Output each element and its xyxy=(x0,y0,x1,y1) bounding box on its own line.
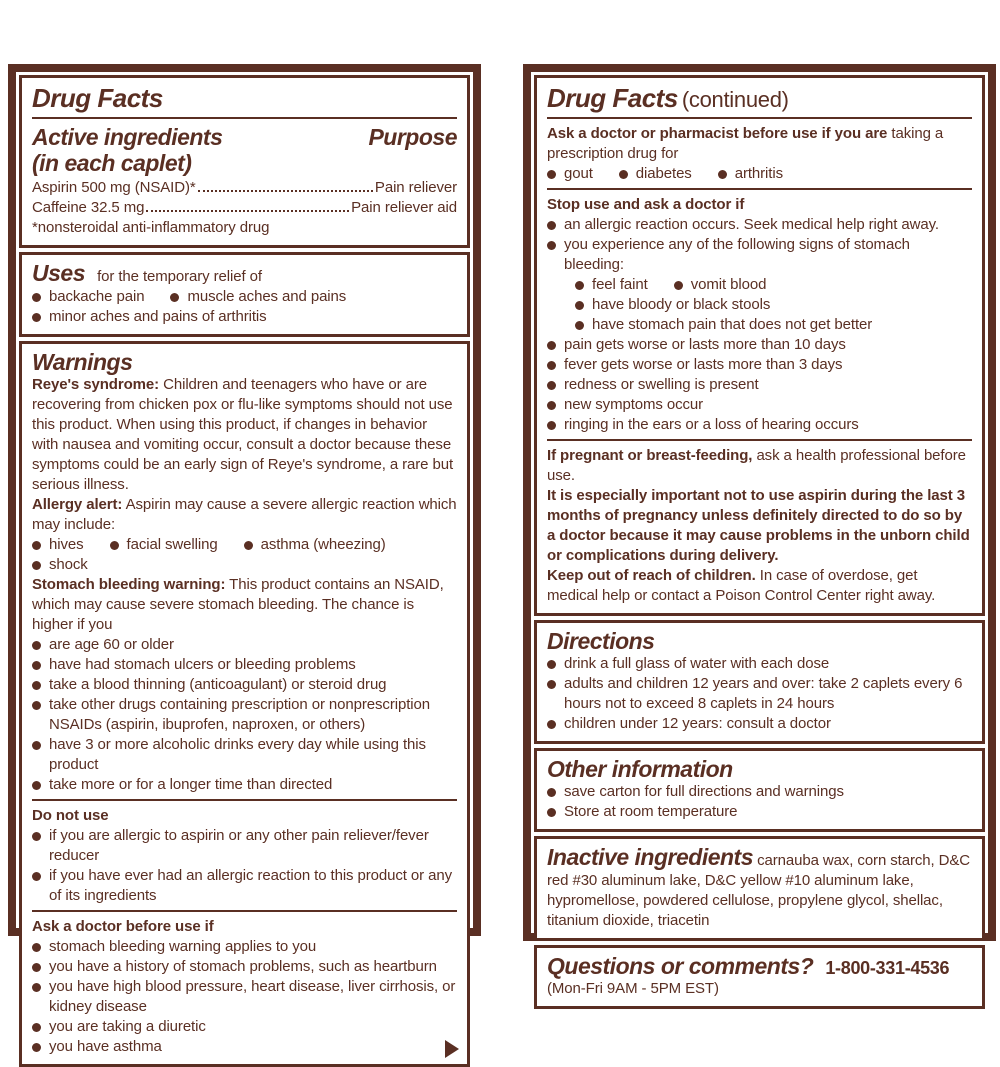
list-item-label: adults and children 12 years and over: take 2 caplets every 6 hours not to exceed 8 caplets in 24 hours xyxy=(564,675,963,712)
bullet-icon xyxy=(547,361,556,370)
inactive-ingredients-text: carnauba wax, corn starch, D&C red #30 aluminum lake, D&C yellow #10 aluminum lake, hypromellose, powdered cellulose, propylene glycol, shellac, titanium dioxide, triacetin xyxy=(547,852,971,929)
phone-number: 1-800-331-4536 xyxy=(825,958,950,978)
ingredient-name: Aspirin 500 mg (NSAID)* xyxy=(32,179,196,196)
list-item xyxy=(32,957,457,977)
bullet-icon xyxy=(32,293,41,302)
uses-bullet-row xyxy=(32,287,457,307)
drug-facts-continued-title xyxy=(547,83,972,113)
list-item xyxy=(244,535,386,555)
list-item-label: ringing in the ears or a loss of hearing occurs xyxy=(564,416,859,433)
stomach-text: This product contains an NSAID, which may cause severe stomach bleeding. The chance is higher if you xyxy=(32,576,444,633)
list-item-label: pain gets worse or lasts more than 10 days xyxy=(564,336,846,353)
list-item xyxy=(547,802,972,822)
active-ingredients-header xyxy=(32,124,457,176)
list-item-label: take more or for a longer time than directed xyxy=(49,776,333,793)
list-item xyxy=(32,775,457,795)
bullet-icon xyxy=(547,720,556,729)
list-item xyxy=(32,555,88,575)
list-item xyxy=(32,287,144,307)
uses-intro: for the temporary relief of xyxy=(97,268,262,285)
bullet-icon xyxy=(244,541,253,550)
allergy-text: Aspirin may cause a severe allergic reaction which may include: xyxy=(32,496,457,533)
list-item-label: if you are allergic to aspirin or any other pain reliever/fever reducer xyxy=(49,827,429,864)
list-item xyxy=(32,307,457,327)
list-item xyxy=(674,275,767,295)
questions-heading: Questions or comments? xyxy=(547,953,814,979)
bullet-icon xyxy=(32,701,41,710)
list-item-label: feel faint xyxy=(592,276,648,293)
list-item-label: minor aches and pains of arthritis xyxy=(49,308,267,325)
nsaid-footnote: *nonsteroidal anti-inflammatory drug xyxy=(32,219,270,236)
bullet-icon xyxy=(32,963,41,972)
bullet-icon xyxy=(547,381,556,390)
ingredient-purpose: Pain reliever xyxy=(374,179,457,196)
list-item-label: children under 12 years: consult a doctor xyxy=(564,715,831,732)
list-item xyxy=(32,826,457,866)
bullet-icon xyxy=(547,788,556,797)
bullet-icon xyxy=(575,301,584,310)
list-item xyxy=(547,654,972,674)
bullet-icon xyxy=(32,681,41,690)
list-item xyxy=(547,375,972,395)
continued-label: (continued) xyxy=(681,87,789,112)
inactive-ingredients xyxy=(547,844,972,931)
active-ingredients-heading xyxy=(32,124,222,176)
bullet-icon xyxy=(32,561,41,570)
bullet-icon xyxy=(547,401,556,410)
bullet-icon xyxy=(110,541,119,550)
list-item-label: you experience any of the following signs of stomach bleeding: xyxy=(564,236,910,273)
list-item xyxy=(32,866,457,906)
divider xyxy=(547,117,972,119)
list-item-label: if you have ever had an allergic reaction to this product or any of its ingredients xyxy=(49,867,453,904)
continued-warnings-box xyxy=(534,75,985,616)
list-item xyxy=(32,977,457,1017)
uses-header xyxy=(32,260,457,287)
stop-use-heading: Stop use and ask a doctor if xyxy=(547,196,745,213)
bullet-icon xyxy=(547,221,556,230)
list-item xyxy=(547,164,593,184)
keep-out-label: Keep out of reach of children. xyxy=(547,567,756,584)
list-item xyxy=(718,164,783,184)
bullet-icon xyxy=(575,281,584,290)
list-item-label: facial swelling xyxy=(126,536,218,553)
dotted-leader xyxy=(146,210,349,212)
inactive-ingredients-heading: Inactive ingredients xyxy=(547,844,754,870)
do-not-use-heading: Do not use xyxy=(32,807,109,824)
list-item xyxy=(32,635,457,655)
list-item-label: have had stomach ulcers or bleeding problems xyxy=(49,656,356,673)
divider xyxy=(32,799,457,801)
bullet-icon xyxy=(32,983,41,992)
list-item xyxy=(32,937,457,957)
list-item xyxy=(575,275,648,295)
list-item-label: have 3 or more alcoholic drinks every day while using this product xyxy=(49,736,426,773)
pharmacist-text: taking a prescription drug for xyxy=(547,125,944,162)
list-item xyxy=(547,714,972,734)
ingredient-row xyxy=(32,198,457,218)
divider xyxy=(547,439,972,441)
drug-facts-title: Drug Facts xyxy=(32,83,163,113)
allergy-bullet-row xyxy=(32,535,457,575)
bullet-icon xyxy=(575,321,584,330)
list-item xyxy=(547,415,972,435)
list-item-label: take other drugs containing prescription or nonprescription NSAIDs (aspirin, ibuprofen, naproxen, or others) xyxy=(49,696,430,733)
ask-doctor-heading: Ask a doctor before use if xyxy=(32,918,214,935)
bullet-icon xyxy=(547,680,556,689)
list-item xyxy=(547,395,972,415)
drug-facts-title: Drug Facts xyxy=(547,83,678,113)
stomach-bleeding-warning xyxy=(32,575,457,635)
ingredient-purpose: Pain reliever aid xyxy=(351,199,457,216)
list-item xyxy=(575,295,770,315)
uses-heading: Uses xyxy=(32,260,85,286)
list-item-label: drink a full glass of water with each dose xyxy=(564,655,830,672)
reyes-label: Reye's syndrome: xyxy=(32,376,160,393)
stomach-label: Stomach bleeding warning: xyxy=(32,576,226,593)
pharmacist-bullet-row xyxy=(547,164,972,184)
bullet-icon xyxy=(32,832,41,841)
list-item xyxy=(547,335,972,355)
list-item xyxy=(32,535,84,555)
list-item-label: shock xyxy=(49,556,88,573)
list-item xyxy=(619,164,692,184)
list-item-label: fever gets worse or lasts more than 3 days xyxy=(564,356,843,373)
bullet-icon xyxy=(547,170,556,179)
bullet-icon xyxy=(32,313,41,322)
drug-facts-panel-1 xyxy=(8,64,481,1055)
phone-hours: (Mon-Fri 9AM - 5PM EST) xyxy=(547,980,719,997)
bullet-icon xyxy=(619,170,628,179)
list-item xyxy=(547,674,972,714)
drug-facts-panel-2 xyxy=(523,64,996,997)
list-item xyxy=(547,782,972,802)
bullet-icon xyxy=(32,741,41,750)
questions-box xyxy=(534,945,985,1009)
list-item-label: new symptoms occur xyxy=(564,396,704,413)
list-item-label: muscle aches and pains xyxy=(187,288,347,305)
list-item-label: you have a history of stomach problems, such as heartburn xyxy=(49,958,437,975)
list-item-label: diabetes xyxy=(635,165,692,182)
list-item xyxy=(32,695,457,735)
bullet-icon xyxy=(32,943,41,952)
warnings-heading: Warnings xyxy=(32,349,133,375)
pharmacist-label: Ask a doctor or pharmacist before use if you are xyxy=(547,125,888,142)
other-information-heading: Other information xyxy=(547,756,733,782)
bullet-icon xyxy=(32,661,41,670)
list-item-label: you are taking a diuretic xyxy=(49,1018,206,1035)
list-item xyxy=(32,1037,457,1057)
list-item-label: you have high blood pressure, heart disease, liver cirrhosis, or kidney disease xyxy=(49,978,456,1015)
bullet-icon xyxy=(32,1043,41,1052)
active-ingredients-heading-line1: Active ingredients xyxy=(32,124,223,150)
list-item-label: redness or swelling is present xyxy=(564,376,759,393)
list-item xyxy=(547,235,972,275)
list-item xyxy=(32,675,457,695)
bullet-icon xyxy=(32,781,41,790)
list-item-label: have bloody or black stools xyxy=(592,296,771,313)
list-item-label: asthma (wheezing) xyxy=(260,536,386,553)
other-information-box xyxy=(534,748,985,832)
list-item xyxy=(110,535,218,555)
bullet-icon xyxy=(547,421,556,430)
list-item-label: backache pain xyxy=(49,288,145,305)
list-item-label: hives xyxy=(49,536,84,553)
list-item-label: are age 60 or older xyxy=(49,636,174,653)
list-item-label: Store at room temperature xyxy=(564,803,738,820)
list-item-label: an allergic reaction occurs. Seek medical help right away. xyxy=(564,216,939,233)
bullet-icon xyxy=(718,170,727,179)
list-item xyxy=(170,287,346,307)
list-item-label: have stomach pain that does not get better xyxy=(592,316,873,333)
bullet-icon xyxy=(32,641,41,650)
uses-box xyxy=(19,252,470,337)
list-item xyxy=(32,655,457,675)
ingredient-name: Caffeine 32.5 mg xyxy=(32,199,145,216)
bullet-icon xyxy=(674,281,683,290)
pregnancy-warning xyxy=(547,446,972,486)
bullet-icon xyxy=(547,241,556,250)
reyes-warning xyxy=(32,375,457,495)
continuation-arrow-icon xyxy=(445,1040,459,1058)
pharmacist-warning xyxy=(547,124,972,164)
list-item-label: stomach bleeding warning applies to you xyxy=(49,938,317,955)
list-item-label: arthritis xyxy=(734,165,783,182)
allergy-alert xyxy=(32,495,457,535)
bullet-icon xyxy=(547,660,556,669)
bullet-icon xyxy=(32,541,41,550)
ingredient-row xyxy=(32,178,457,198)
bullet-icon xyxy=(32,1023,41,1032)
list-item-label: vomit blood xyxy=(690,276,767,293)
bullet-icon xyxy=(170,293,179,302)
warnings-box xyxy=(19,341,470,1067)
pregnancy-bold-warning: It is especially important not to use aspirin during the last 3 months of pregnancy unless definitely directed to do so by a doctor because it may cause problems in the unborn child or complications during delivery. xyxy=(547,487,970,564)
stomach-signs-bullet-row xyxy=(547,275,972,315)
active-ingredients-box xyxy=(19,75,470,248)
list-item xyxy=(32,1017,457,1037)
list-item-label: gout xyxy=(564,165,593,182)
list-item-label: save carton for full directions and warnings xyxy=(564,783,844,800)
keep-out-warning xyxy=(547,566,972,606)
reyes-text: Children and teenagers who have or are recovering from chicken pox or flu-like symptoms should not use this product. When using this product, if changes in behavior with nausea and vomiting occur, consult a doctor because these symptoms could be an early sign of Reye's syndrome, a rare but serious illness. xyxy=(32,376,454,493)
bullet-icon xyxy=(547,341,556,350)
bullet-icon xyxy=(547,808,556,817)
pregnancy-label: If pregnant or breast-feeding, xyxy=(547,447,753,464)
questions-header xyxy=(547,953,972,979)
divider xyxy=(547,188,972,190)
dotted-leader xyxy=(198,190,373,192)
list-item xyxy=(32,735,457,775)
pregnancy-text: ask a health professional before use. xyxy=(547,447,966,484)
purpose-heading: Purpose xyxy=(368,124,457,150)
directions-box xyxy=(534,620,985,744)
list-item xyxy=(547,315,972,335)
bullet-icon xyxy=(32,872,41,881)
list-item-label: you have asthma xyxy=(49,1038,162,1055)
list-item-label: take a blood thinning (anticoagulant) or steroid drug xyxy=(49,676,387,693)
list-item xyxy=(547,355,972,375)
directions-heading: Directions xyxy=(547,628,655,654)
divider xyxy=(32,117,457,119)
inactive-ingredients-box xyxy=(534,836,985,941)
active-ingredients-heading-line2: (in each caplet) xyxy=(32,150,192,176)
divider xyxy=(32,910,457,912)
list-item xyxy=(547,215,972,235)
allergy-label: Allergy alert: xyxy=(32,496,123,513)
keep-out-text: In case of overdose, get medical help or contact a Poison Control Center right away. xyxy=(547,567,936,604)
